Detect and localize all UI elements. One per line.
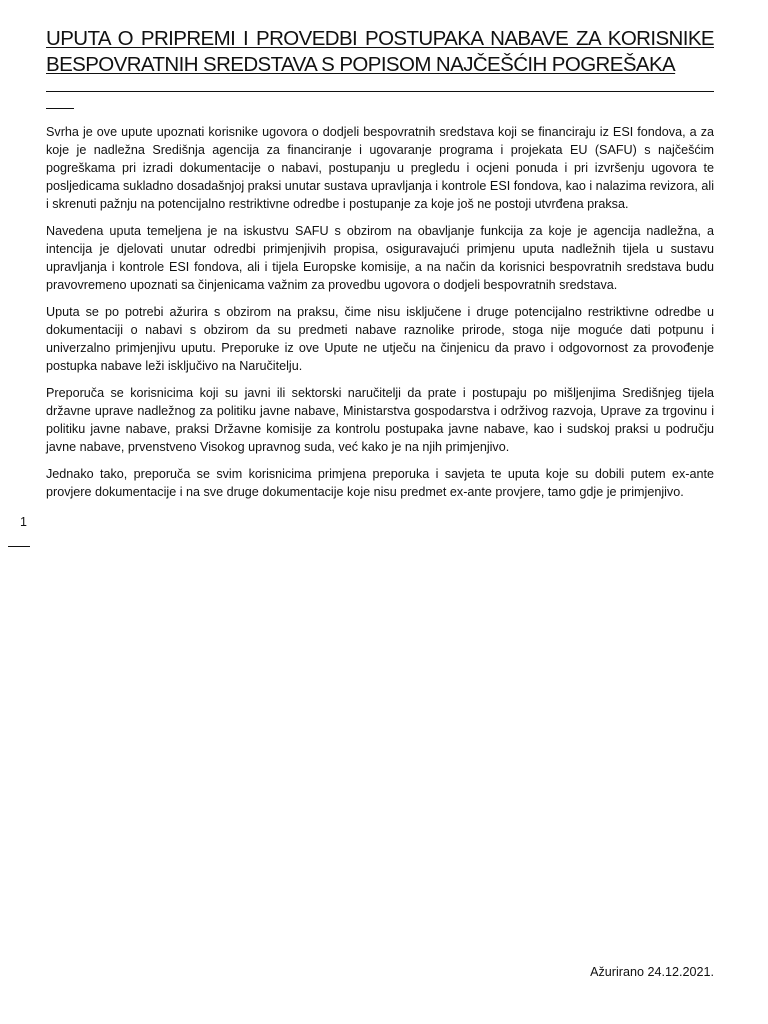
- paragraph: Uputa se po potrebi ažurira s obzirom na praksu, čime nisu isključene i druge potencijalno restriktivne odredbe u dokumentaciji o nabavi s obzirom da su predmeti nabave raznolike prirode, stoga nije moguće dati potpunu i univerzalno primjenjivu uputu. Preporuke iz ove Upute ne utječu na činjenicu da pravo i odgovornost za provođenje postupka nabave leži isključivo na Naručitelju.: [46, 305, 714, 373]
- document-title: [46, 26, 714, 78]
- paragraph: Svrha je ove upute upoznati korisnike ugovora o dodjeli bespovratnih sredstava koji se financiraju iz ESI fondova, a za koje je nadležna Središnja agencija za financiranje i ugovaranje programa i projekata EU (SAFU) s najčešćim pogreškama pri izradi dokumentacije o nabavi, postupanju u pregledu i ocjeni ponuda i pri izvršenju ugovora te posljedicama sukladno dosadašnjoj praksi unutar sustava upravljanja i kontrole ESI fondova, kao i nalazima revizora, ali i skrenuti pažnju na potencijalno restriktivne odredbe i postupanje za koje još ne postoji utvrđena praksa.: [46, 125, 714, 211]
- title-line-2: BESPOVRATNIH SREDSTAVA S POPISOM NAJČEŠĆIH POGREŠAKA: [46, 53, 676, 76]
- paragraph: Navedena uputa temeljena je na iskustvu SAFU s obzirom na obavljanje funkcija za koje je agencija nadležna, a intencija je djelovati unutar odredbi primjenjivih propisa, osiguravajući primjenu uputa nadležnih tijela u sustavu upravljanja i kontrole ESI fondova, ali i tijela Europske komisije, a na način da korisnici bespovratnih sredstava budu pravovremeno upoznati sa činjenicama važnim za provedbu ugovora o dodjeli bespovratnih sredstava.: [46, 224, 714, 292]
- page-number-rule: [8, 546, 30, 547]
- horizontal-rule-end: [46, 108, 74, 109]
- paragraph: Preporuča se korisnicima koji su javni ili sektorski naručitelji da prate i postupaju po mišljenjima Središnjeg tijela državne uprave nadležnog za politiku javne nabave, Ministarstva gospodarstva i održivog razvoja, Uprave za trgovinu i politiku javne nabave, praksi Državne komisije za kontrolu postupaka javne nabave, kao i sudskoj praksi u području javne nabave, prvenstveno Visokog upravnog suda, već kako je na njih primjenjivo.: [46, 386, 714, 454]
- title-line-1: UPUTA O PRIPREMI I PROVEDBI POSTUPAKA NABAVE ZA KORISNIKE: [46, 27, 714, 50]
- horizontal-rule: [46, 91, 714, 92]
- document-body: [46, 123, 714, 510]
- paragraph: Jednako tako, preporuča se svim korisnicima primjena preporuka i savjeta te uputa koje su dobili putem ex-ante provjere dokumentacije i na sve druge dokumentacije koje nisu predmet ex-ante provjere, tamo gdje je primjenjivo.: [46, 467, 714, 499]
- page-number: 1: [20, 515, 27, 529]
- updated-date: Ažurirano 24.12.2021.: [590, 965, 714, 979]
- title-underline-rule: [46, 84, 714, 109]
